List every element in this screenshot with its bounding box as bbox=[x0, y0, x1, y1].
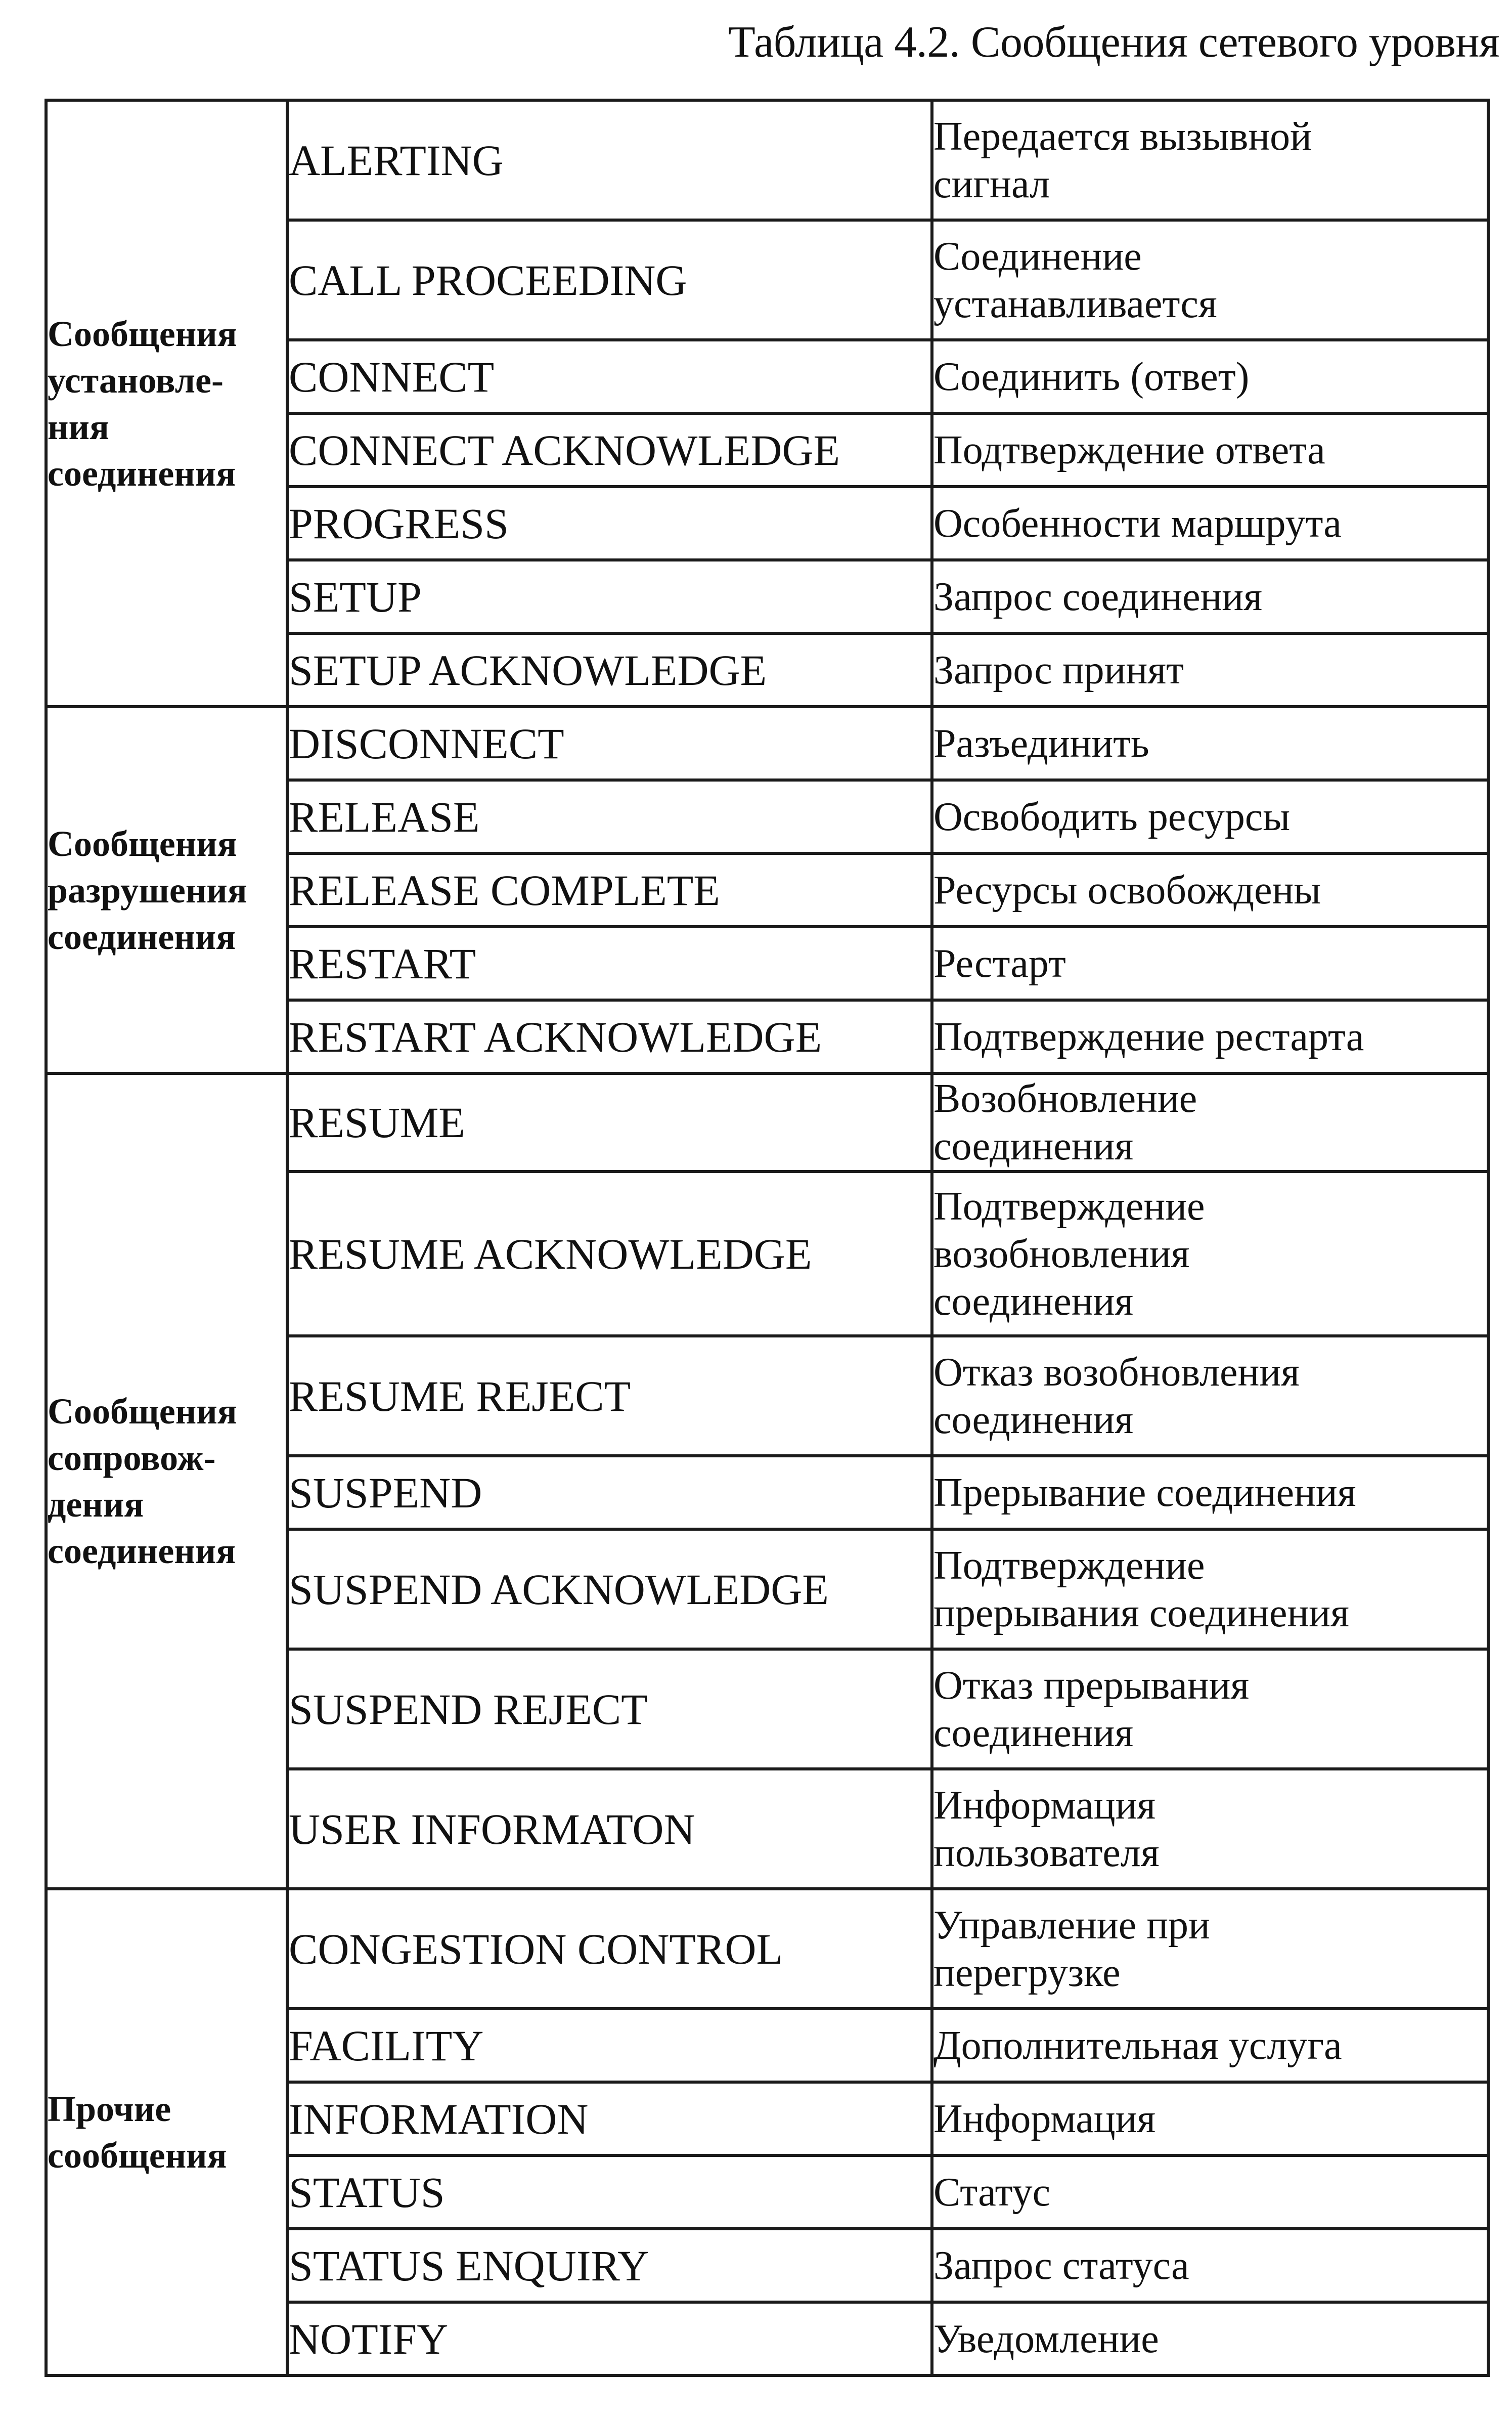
message-description-cell bbox=[932, 340, 1488, 413]
message-description-cell bbox=[932, 560, 1488, 633]
table-caption: Таблица 4.2. Сообщения сетевого уровня bbox=[728, 18, 1499, 67]
group-label-line: соединения bbox=[48, 453, 236, 494]
description-line: Возобновление bbox=[933, 1076, 1197, 1121]
message-description-cell bbox=[932, 2009, 1488, 2082]
group-label-line: сопровож- bbox=[48, 1438, 216, 1478]
description-line: Управление при bbox=[933, 1902, 1210, 1948]
description-line: Информация bbox=[933, 1783, 1156, 1828]
message-name-cell: PROGRESS bbox=[287, 487, 932, 560]
description-line: Дополнительная услуга bbox=[933, 2023, 1342, 2068]
description-line: Рестарт bbox=[933, 941, 1066, 986]
message-description-cell bbox=[932, 1529, 1488, 1649]
description-line: Уведомление bbox=[933, 2316, 1159, 2361]
message-name-cell: RESUME REJECT bbox=[287, 1336, 932, 1456]
description-line: Ресурсы освобождены bbox=[933, 868, 1321, 913]
message-description-cell bbox=[932, 487, 1488, 560]
description-line: Информация bbox=[933, 2096, 1156, 2141]
description-line: Соединение bbox=[933, 234, 1142, 279]
message-description-cell bbox=[932, 633, 1488, 707]
message-description-cell bbox=[932, 413, 1488, 487]
description-line: Освободить ресурсы bbox=[933, 794, 1291, 839]
group-label-line: установле- bbox=[48, 360, 224, 401]
message-description-cell bbox=[932, 220, 1488, 340]
message-description-cell bbox=[932, 1073, 1488, 1172]
description-line: Подтверждение рестарта bbox=[933, 1014, 1364, 1059]
message-name-cell: RESTART ACKNOWLEDGE bbox=[287, 1000, 932, 1073]
description-line: Запрос статуса bbox=[933, 2243, 1189, 2288]
message-description-cell bbox=[932, 100, 1488, 220]
message-description-cell bbox=[932, 780, 1488, 853]
group-label-line: разрушения bbox=[48, 870, 247, 911]
description-line: соединения bbox=[933, 1397, 1134, 1442]
message-name-cell: RELEASE bbox=[287, 780, 932, 853]
message-description-cell bbox=[932, 707, 1488, 780]
message-name-cell: NOTIFY bbox=[287, 2302, 932, 2375]
message-description-cell bbox=[932, 1336, 1488, 1456]
description-line: пользователя bbox=[933, 1830, 1160, 1875]
group-label-cell bbox=[46, 100, 287, 707]
description-line: Запрос соединения bbox=[933, 574, 1263, 619]
message-name-cell: RELEASE COMPLETE bbox=[287, 853, 932, 927]
message-description-cell bbox=[932, 853, 1488, 927]
message-description-cell bbox=[932, 1456, 1488, 1529]
table-body bbox=[46, 100, 1488, 2375]
description-line: Разъединить bbox=[933, 721, 1149, 766]
message-description-cell bbox=[932, 2082, 1488, 2155]
group-label-line: Прочие bbox=[48, 2089, 171, 2129]
description-line: устанавливается bbox=[933, 281, 1217, 326]
message-name-cell: INFORMATION bbox=[287, 2082, 932, 2155]
description-line: сигнал bbox=[933, 161, 1050, 206]
message-name-cell: CONGESTION CONTROL bbox=[287, 1889, 932, 2009]
message-description-cell bbox=[932, 2155, 1488, 2229]
group-label-cell bbox=[46, 1073, 287, 1889]
message-name-cell: FACILITY bbox=[287, 2009, 932, 2082]
table-row bbox=[46, 1889, 1488, 2009]
group-label-cell bbox=[46, 1889, 287, 2375]
description-line: Статус bbox=[933, 2170, 1051, 2215]
table-row bbox=[46, 1073, 1488, 1172]
network-messages-table bbox=[45, 99, 1490, 2377]
message-name-cell: STATUS ENQUIRY bbox=[287, 2229, 932, 2302]
message-name-cell: CONNECT bbox=[287, 340, 932, 413]
message-description-cell bbox=[932, 927, 1488, 1000]
table-row bbox=[46, 707, 1488, 780]
description-line: соединения bbox=[933, 1279, 1134, 1324]
message-description-cell bbox=[932, 1649, 1488, 1769]
description-line: Подтверждение bbox=[933, 1543, 1205, 1588]
group-label-line: Сообщения bbox=[48, 313, 237, 354]
message-description-cell bbox=[932, 1889, 1488, 2009]
description-line: Запрос принят bbox=[933, 647, 1184, 693]
group-label-cell bbox=[46, 707, 287, 1073]
message-name-cell: DISCONNECT bbox=[287, 707, 932, 780]
description-line: возобновления bbox=[933, 1231, 1190, 1276]
message-name-cell: RESUME ACKNOWLEDGE bbox=[287, 1172, 932, 1336]
message-name-cell: ALERTING bbox=[287, 100, 932, 220]
group-label-line: дения bbox=[48, 1484, 144, 1525]
description-line: соединения bbox=[933, 1124, 1134, 1169]
message-name-cell: RESUME bbox=[287, 1073, 932, 1172]
description-line: Передается вызывной bbox=[933, 114, 1312, 159]
message-name-cell: CALL PROCEEDING bbox=[287, 220, 932, 340]
description-line: Подтверждение ответа bbox=[933, 427, 1325, 472]
group-label-line: соединения bbox=[48, 1531, 236, 1571]
message-description-cell bbox=[932, 1172, 1488, 1336]
description-line: прерывания соединения bbox=[933, 1590, 1349, 1635]
group-label-line: соединения bbox=[48, 916, 236, 957]
message-description-cell bbox=[932, 2229, 1488, 2302]
message-name-cell: SETUP bbox=[287, 560, 932, 633]
description-line: перегрузке bbox=[933, 1950, 1121, 1995]
group-label-line: Сообщения bbox=[48, 823, 237, 864]
group-label-line: ния bbox=[48, 406, 109, 447]
table-row bbox=[46, 100, 1488, 220]
message-description-cell bbox=[932, 2302, 1488, 2375]
message-name-cell: STATUS bbox=[287, 2155, 932, 2229]
description-line: Отказ прерывания bbox=[933, 1663, 1250, 1708]
message-name-cell: SUSPEND bbox=[287, 1456, 932, 1529]
message-description-cell bbox=[932, 1000, 1488, 1073]
group-label-line: сообщения bbox=[48, 2135, 227, 2176]
message-description-cell bbox=[932, 1769, 1488, 1889]
description-line: Соединить (ответ) bbox=[933, 354, 1250, 399]
message-name-cell: CONNECT ACKNOWLEDGE bbox=[287, 413, 932, 487]
message-name-cell: RESTART bbox=[287, 927, 932, 1000]
description-line: соединения bbox=[933, 1710, 1134, 1755]
message-name-cell: SUSPEND REJECT bbox=[287, 1649, 932, 1769]
description-line: Подтверждение bbox=[933, 1184, 1205, 1229]
description-line: Особенности маршрута bbox=[933, 501, 1342, 546]
message-name-cell: USER INFORMATON bbox=[287, 1769, 932, 1889]
message-name-cell: SUSPEND ACKNOWLEDGE bbox=[287, 1529, 932, 1649]
description-line: Прерывание соединения bbox=[933, 1470, 1356, 1515]
description-line: Отказ возобновления bbox=[933, 1350, 1300, 1395]
group-label-line: Сообщения bbox=[48, 1391, 237, 1432]
message-name-cell: SETUP ACKNOWLEDGE bbox=[287, 633, 932, 707]
